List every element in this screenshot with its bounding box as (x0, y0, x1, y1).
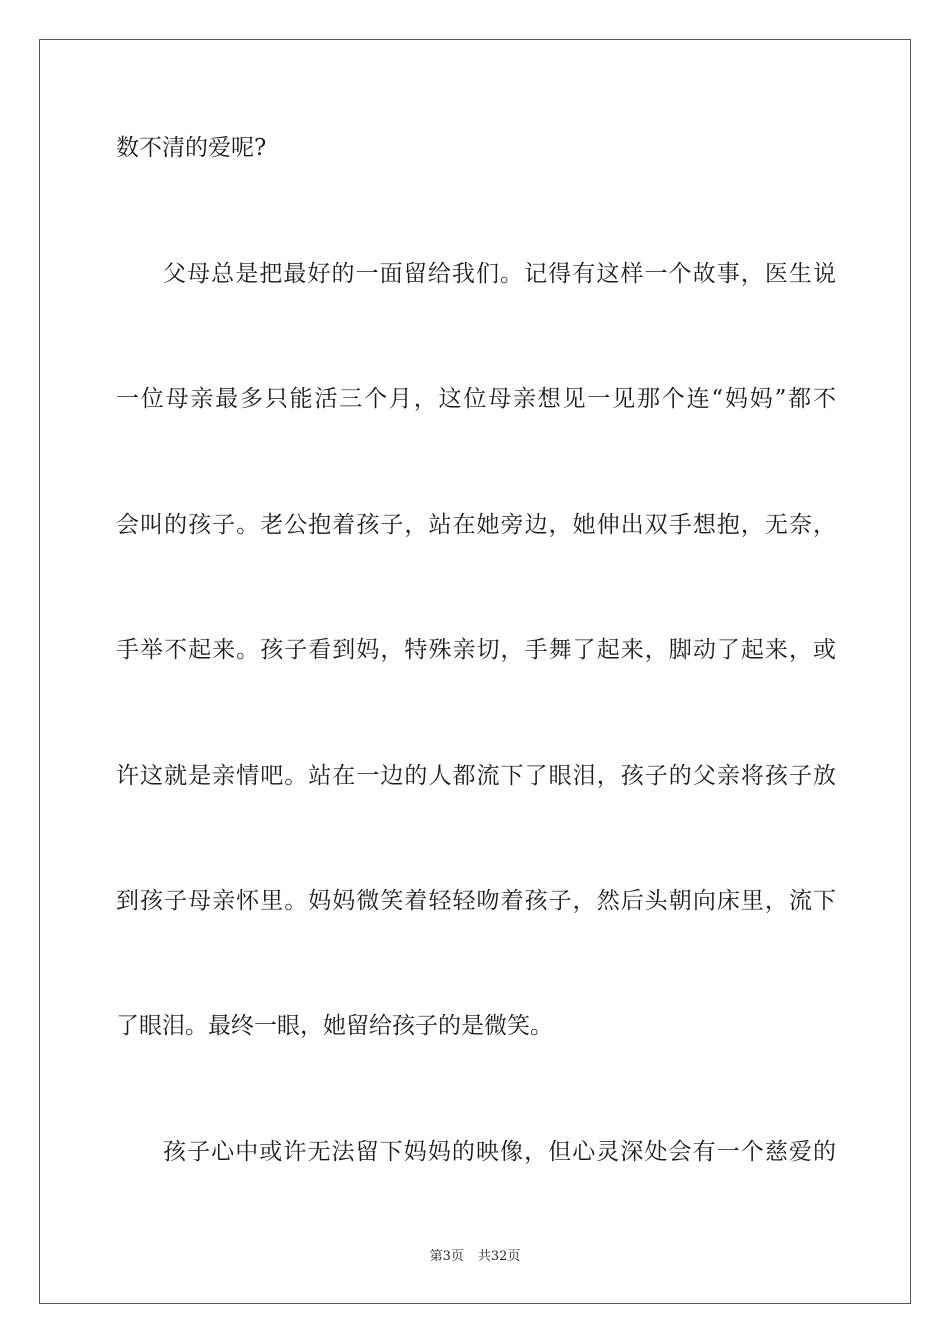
page-border (39, 39, 911, 1304)
paragraph-first-line: 父母总是把最好的一面留给我们。记得有这样一个故事，医生说 (163, 261, 836, 287)
text-line: 许这就是亲情吧。站在一边的人都流下了眼泪，孩子的父亲将孩子放 (116, 763, 836, 789)
text-line: 手举不起来。孩子看到妈，特殊亲切，手舞了起来，脚动了起来，或 (116, 637, 836, 663)
paragraph-first-line: 孩子心中或许无法留下妈妈的映像，但心灵深处会有一个慈爱的 (163, 1139, 836, 1165)
text-line: 了眼泪。最终一眼，她留给孩子的是微笑。 (116, 1013, 553, 1039)
page-total: 共32页 (477, 1249, 521, 1264)
page-footer (0, 1245, 950, 1264)
text-line: 到孩子母亲怀里。妈妈微笑着轻轻吻着孩子，然后头朝向床里，流下 (116, 888, 836, 914)
text-line: 数不清的爱呢? (116, 135, 267, 161)
page-number: 第3页 (429, 1249, 464, 1264)
text-line: 会叫的孩子。老公抱着孩子，站在她旁边，她伸出双手想抱，无奈， (116, 512, 836, 538)
text-line: 一位母亲最多只能活三个月，这位母亲想见一见那个连“妈妈”都不 (116, 386, 836, 412)
